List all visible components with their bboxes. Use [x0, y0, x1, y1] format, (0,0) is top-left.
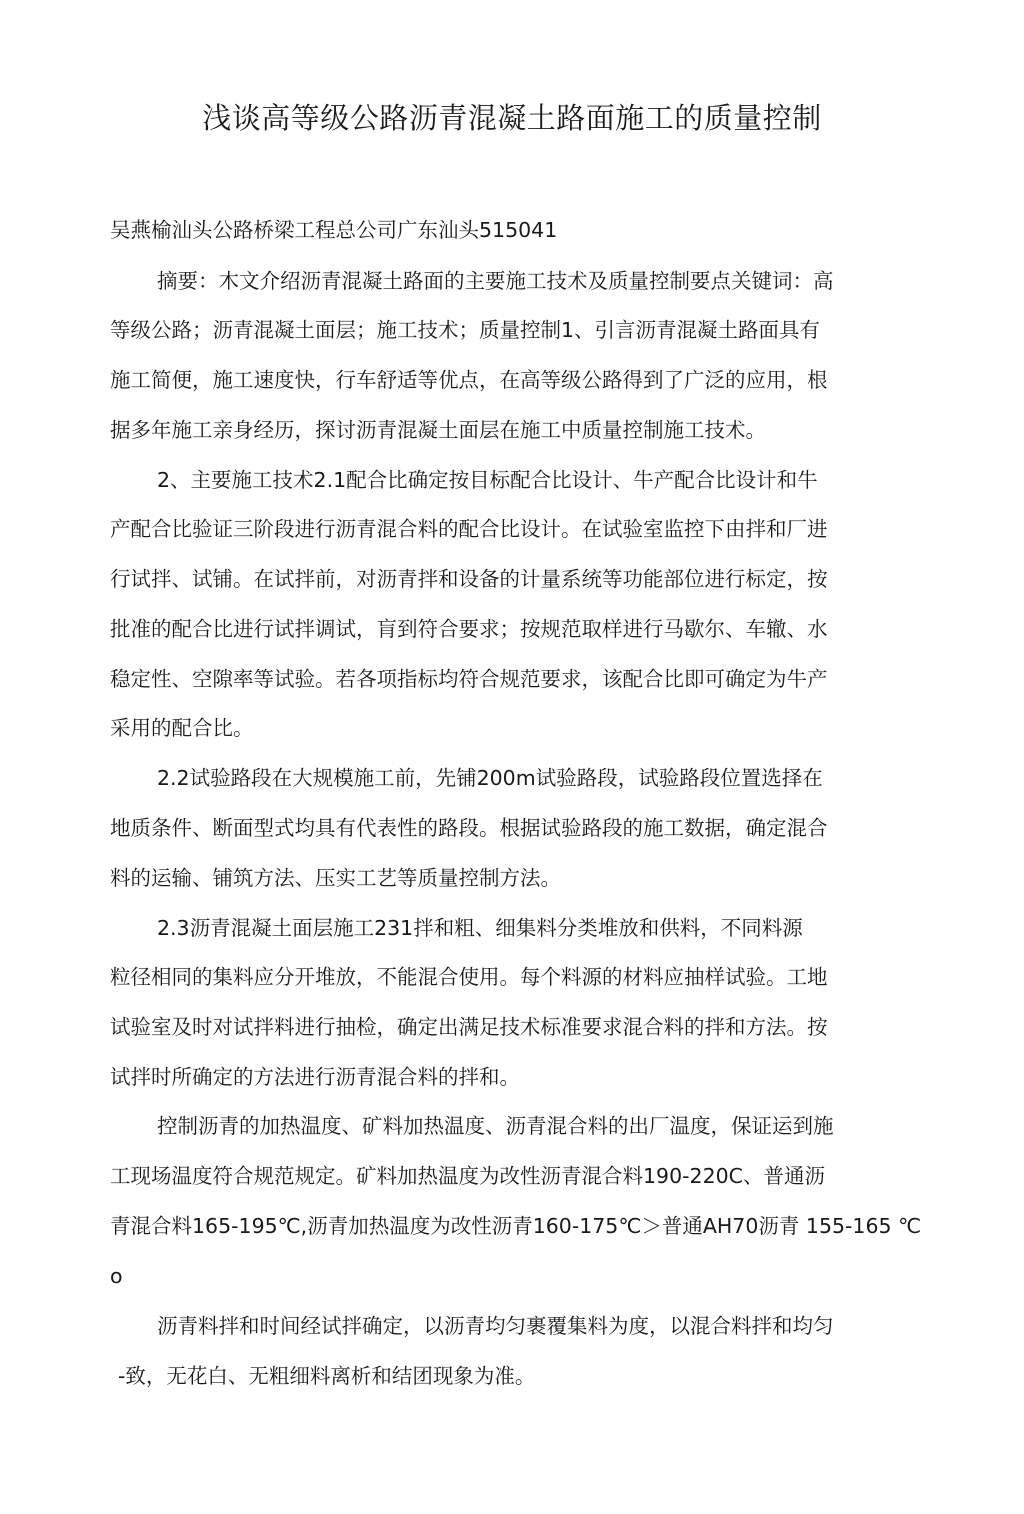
body-line: 沥青料拌和时间经试拌确定，以沥青均匀裹覆集料为度，以混合料拌和均匀 — [157, 1314, 834, 1338]
body-line: 批准的配合比进行试拌调试，肓到符合要求；按规范取样进行马歇尔、车辙、水 — [110, 617, 828, 641]
body-line: 稳定性、空隙率等试验。若各项指标均符合规范要求，该配合比即可确定为牛产 — [110, 667, 828, 691]
body-line: 产配合比验证三阶段进行沥青混合料的配合比设计。在试验室监控下由拌和厂进 — [110, 517, 828, 541]
document-title: 浅谈高等级公路沥青混凝土路面施工的质量控制 — [202, 101, 822, 135]
body-line: 2、主要施工技术2.1配合比确定按目标配合比设计、牛产配合比设计和牛 — [157, 468, 818, 492]
body-line: -致，无花白、无粗细料离析和结团现象为准。 — [118, 1364, 536, 1388]
body-line: 料的运输、铺筑方法、压实工艺等质量控制方法。 — [110, 866, 561, 890]
body-line: 摘要：木文介绍沥青混凝土路面的主要施工技术及质量控制要点关键词：高 — [157, 269, 834, 293]
body-line: o — [110, 1264, 123, 1288]
author-affiliation-line: 吴燕榆汕头公路桥梁工程总公司广东汕头515041 — [110, 218, 558, 242]
body-line: 据多年施工亲身经历，探讨沥青混凝土面层在施工中质量控制施工技术。 — [110, 418, 766, 442]
body-line: 2.3沥青混凝土面层施工231拌和粗、细集料分类堆放和供料，不同料源 — [157, 916, 803, 940]
body-line: 试拌时所确定的方法进行沥青混合料的拌和。 — [110, 1065, 520, 1089]
body-line: 等级公路；沥青混凝土面层；施工技术；质量控制1、引言沥青混凝土路面具有 — [110, 318, 821, 342]
body-line: 粒径相同的集料应分开堆放，不能混合使用。每个料源的材料应抽样试验。工地 — [110, 965, 828, 989]
body-line: 控制沥青的加热温度、矿料加热温度、沥青混合料的出厂温度，保证运到施 — [157, 1114, 834, 1138]
body-line: 2.2试验路段在大规模施工前，先铺200m试验路段，试验路段位置选择在 — [157, 766, 823, 790]
body-line: 施工简便，施工速度快，行车舒适等优点，在高等级公路得到了广泛的应用，根 — [110, 368, 828, 392]
body-line: 采用的配合比。 — [110, 716, 254, 740]
body-line: 青混合料165-195℃,沥青加热温度为改性沥青160-175℃＞普通AH70沥青 155-165 ℃ — [110, 1214, 922, 1238]
body-line: 试验室及时对试拌料进行抽检，确定出满足技术标准要求混合料的拌和方法。按 — [110, 1015, 828, 1039]
body-line: 地质条件、断面型式均具有代表性的路段。根据试验路段的施工数据，确定混合 — [110, 816, 828, 840]
body-line: 行试拌、试铺。在试拌前，对沥青拌和设备的计量系统等功能部位进行标定，按 — [110, 567, 828, 591]
body-line: 工现场温度符合规范规定。矿料加热温度为改性沥青混合料190-220C、普通沥 — [110, 1164, 825, 1188]
